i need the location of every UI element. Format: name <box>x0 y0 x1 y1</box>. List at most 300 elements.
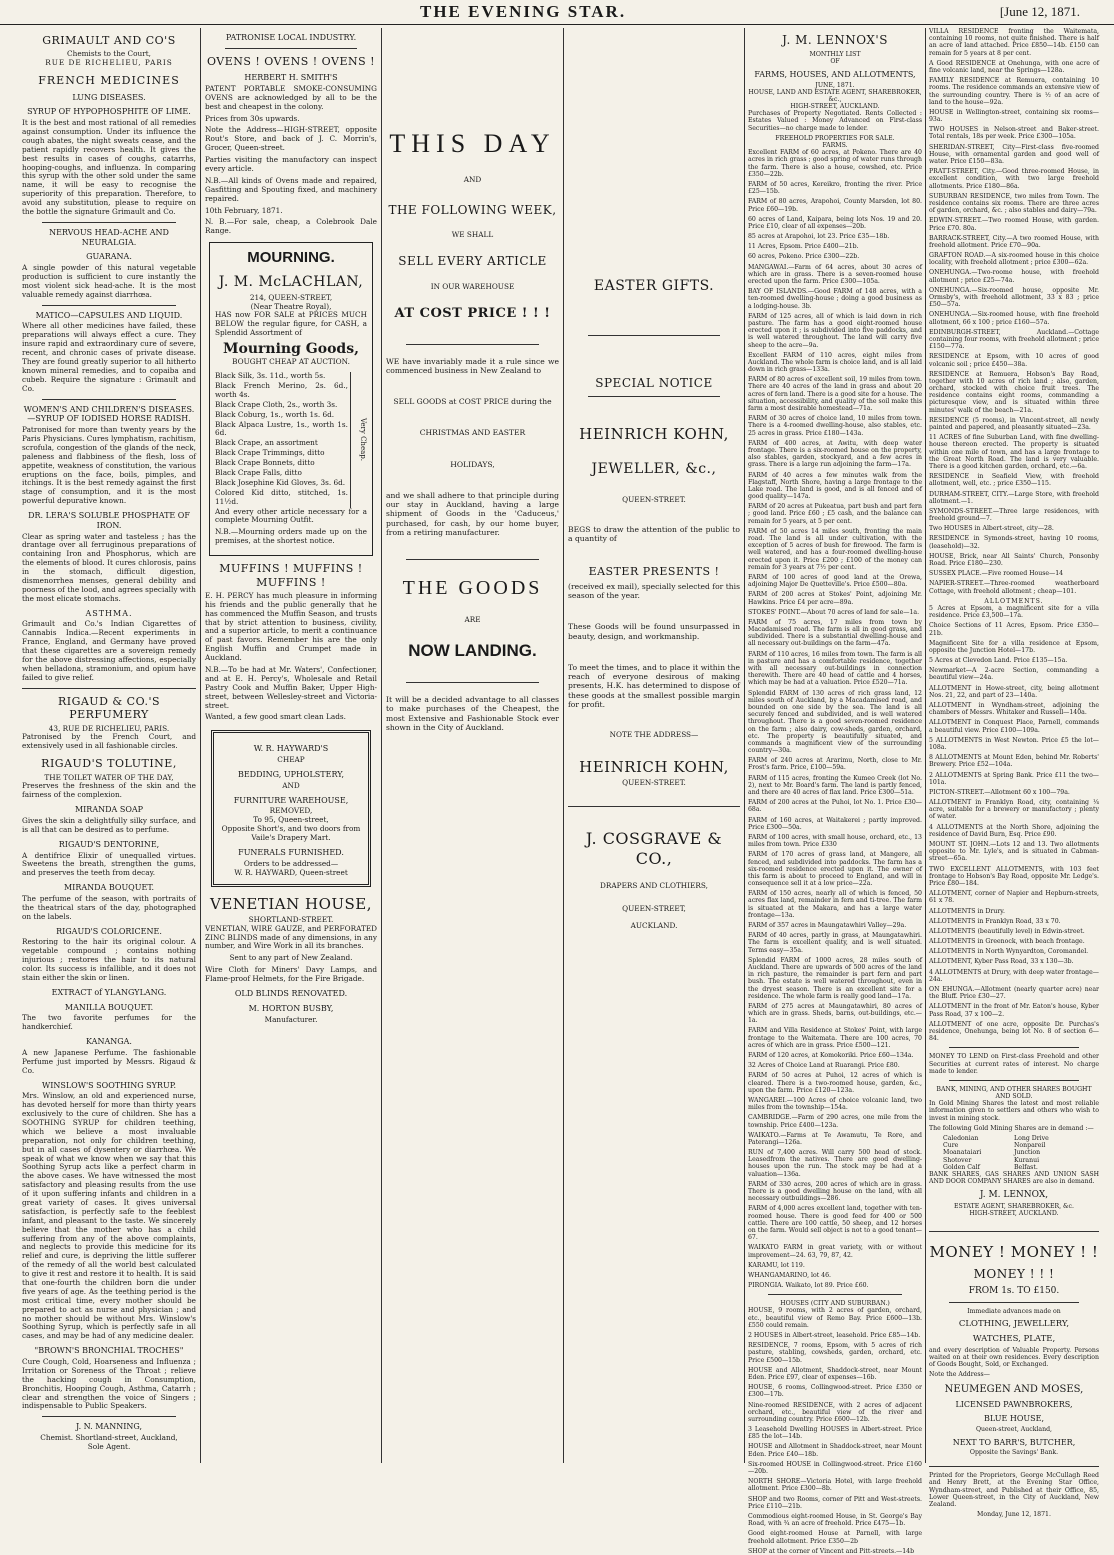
smith-text: PATENT PORTABLE SMOKE-CONSUMING OVENS are acknowledged by all to be the best and cheapest in the colony. <box>205 83 377 111</box>
list-item: EDINBURGH-STREET, Auckland.—Cottage containing four rooms, with freehold allotment ; price £150—77a. <box>929 328 1099 351</box>
list-item: HOUSE and Allotment, Shaddock-street, near Mount Eden. Price £97, clear of expenses—16b. <box>748 1366 922 1381</box>
list-item: ALLOTMENTS in Franklyn Road, 33 x 70. <box>929 917 1061 925</box>
asthma-heading: ASTHMA. <box>85 608 133 618</box>
smith-nb2: N. B.—For sale, cheap, a Colebrook Dale Range. <box>205 217 377 236</box>
list-item: FARM of 400 acres, at Awitu, with deep water frontage. There is a six-roomed house on the property, also stables, garden, stockyard, and a few acres in grass. There is a large run adjoining the farm—17a. <box>748 439 922 469</box>
neumegen-name: NEUMEGEN AND MOSES, <box>944 1383 1084 1395</box>
estate-street: HIGH-STREET, AUCKLAND. <box>969 1209 1059 1217</box>
list-item: ALLOTMENTS in Greenock, with beach frontage. <box>929 938 1085 946</box>
column-5 <box>748 28 922 1555</box>
allotment-list <box>929 605 1099 1042</box>
kohn-jeweller: JEWELLER, &c., <box>591 461 717 477</box>
list-item: Magnificent Site for a villa residence at Epsom, opposite the Junction Hotel—17b. <box>929 639 1099 654</box>
mourning-every: And every other article necessary for a complete Mourning Outfit. <box>215 506 367 525</box>
list-item: RESIDENCE at Remuera, Hobson's Bay Road, together with 10 acres of rich land ; also, garden, orchard, stocked with choice fruit trees. The residence contains eight rooms, commanding a picturesque view, and is situated within three minutes' walk of the beach—21a. <box>929 370 1099 414</box>
kohn-name-2: HEINRICH KOHN, <box>579 758 729 777</box>
cosgrave-drapers: DRAPERS AND CLOTHIERS, <box>600 881 708 891</box>
list-item: Black Crape Trimmings, ditto <box>215 448 325 458</box>
kohn-street: QUEEN-STREET. <box>622 495 686 505</box>
venetian-wire: Wire Cloth for Miners' Davy Lamps, and Flame-proof Helmets, for the Fire Brigade. <box>205 965 377 984</box>
we-shall: WE SHALL <box>451 230 494 240</box>
ovens-heading: OVENS ! OVENS ! OVENS ! <box>206 54 376 68</box>
very-cheap-label: Very Cheap. <box>350 372 367 507</box>
column-rule <box>925 28 926 1463</box>
list-item: VILLA RESIDENCE fronting the Waitemata, containing 10 rooms, not quite finished. There is half an acre of land attached. Price £850—14b. £150 can remain for 5 years at 8 per cent. <box>929 28 1099 57</box>
hayward-opposite: Opposite Short's, and two doors from Vaile's Drapery Mart. <box>221 824 361 843</box>
list-item: SHOP at the corner of Vincent and Pitt-streets.—14b <box>748 1547 915 1555</box>
bouquet-heading: MIRANDA BOUQUET. <box>63 883 155 893</box>
list-item: 85 acres at Arapohoi, lot 23. Price £35—18b. <box>748 233 890 241</box>
smith-nb: N.B.—All kinds of Ovens made and repaired, Gasfitting and Spouting fixed, and machinery repaired. <box>205 175 377 203</box>
list-item: PIRONGIA. Waikato, lot 89. Price £60. <box>748 1282 869 1290</box>
list-item: FARM of 80 acres of excellent soil, 19 miles from town. There are 40 acres of the land in grass and about 20 acres of fern land. There is a good site for a house. The situation, accessibility, and quality of the soil make this farm a most desirable homestead—71a. <box>748 376 922 413</box>
list-item: FARM of 275 acres at Maungatawhiri, 80 acres of which are in grass. Sheds, barns, out-buildings, etc.—1a. <box>748 1002 922 1025</box>
monthly-list: MONTHLY LIST <box>809 50 861 58</box>
list-item: Good eight-roomed House at Parnell, with large freehold allotment. Price £350—2b <box>748 1530 922 1545</box>
list-item: RESIDENCE in Symonds-street, having 10 rooms, (leasehold)—32. <box>929 535 1099 550</box>
list-item: Newmarket—A 2-acre Section, commanding a beautiful view—24a. <box>929 667 1099 682</box>
tolutine-heading: RIGAUD'S TOLUTINE, <box>41 757 177 771</box>
lennox-heading: J. M. LENNOX'S <box>782 33 888 47</box>
farm-list <box>748 149 922 1289</box>
cosgrave-name: J. COSGRAVE & CO., <box>585 829 723 868</box>
next-to-barrs: NEXT TO BARR'S, BUTCHER, <box>952 1437 1076 1447</box>
divider <box>768 1294 902 1295</box>
patronise-heading: PATRONISE LOCAL INDUSTRY. <box>225 33 357 42</box>
cost-p1: WE have invariably made it a rule since we commenced business in New Zealand to <box>386 356 559 375</box>
are-label: ARE <box>464 615 481 625</box>
now-landing: NOW LANDING. <box>408 641 537 661</box>
list-item: ALLOTMENT in Wyndham-street, adjoining the chambers of Messrs. Whitaker and Russell—140a. <box>929 702 1099 717</box>
busby-name: M. HORTON BUSBY, <box>248 1003 334 1013</box>
masthead <box>0 0 1114 25</box>
busby-title: Manufacturer. <box>264 1014 318 1024</box>
list-item: FARM of 100 acres of good land at the Orewa, adjoining Major De Quetteville's. Price £500—80a. <box>748 573 922 589</box>
troches-text: Cure Cough, Cold, Hoarseness and Influenza ; Irritation or Soreness of the Throat ; relieve the hacking cough in Consumption, Bronchitis, Hooping Cough, Asthma, Catarrh ; clear and strengthen the voice of Singers ; indispensable to Public Speakers. <box>22 1356 196 1411</box>
gold-mining-intro: The following Gold Mining Shares are in demand :— <box>929 1124 1094 1132</box>
rigaud-address: 43, RUE DE RICHELIEU, PARIS. <box>48 723 170 733</box>
syrup-heading: SYRUP OF HYPOPHOSPHITE OF LIME. <box>27 107 191 117</box>
asthma-text: Grimault and Co.'s Indian Cigarettes of Cannabis Indica.—Recent experiments in France, England, and Germany have proved that these cigarettes are a sovereign remedy for the above distressing affections, especially when belladona, stramonium, and opium have failed to give relief. <box>22 619 196 682</box>
houses-heading: HOUSES (CITY AND SUBURBAN.) <box>780 1300 890 1308</box>
list-item: Black Alpaca Lustre, 1s., worth 1s. 6d. <box>215 419 348 438</box>
column-6 <box>929 28 1099 1519</box>
list-item: PICTON-STREET.—Allotment 60 x 100—79a. <box>929 788 1070 796</box>
villa-list <box>929 28 1099 595</box>
list-date: JUNE, 1871. <box>815 81 855 89</box>
list-item: Splendid FARM of 130 acres of rich grass land, 12 miles south of Auckland, by a Macadamised road, and bounded on one side by the sea. The land is all securely fenced and subdivided, and is well watered throughout. There is a good seven-roomed residence on the farm ; also dairy, cow-sheds, garden, orchard, etc. The property is beautifully situated, and commands a magnificent view of the surrounding country—30a. <box>748 689 922 755</box>
of-label: OF <box>830 58 840 66</box>
shares-left <box>943 1135 1014 1171</box>
smith-address: Note the Address—HIGH-STREET, opposite Rout's Store, and back of J. C. Morrin's, Grocer, Queen-street. <box>205 125 377 153</box>
divider <box>588 335 720 336</box>
list-item: FARM of 4,000 acres excellent land, together with ten-roomed house. There is good feed for 400 or 500 cattle. There are 100 cattle, 50 sheep, and 12 horses on the farm. Would sell object is not to a good tenant—67. <box>748 1205 922 1242</box>
hayward-removed: REMOVED, <box>269 806 313 816</box>
list-item: FARM of 75 acres, 17 miles from town by Macadamised road. The farm is all in good grass, and subdivided. There is a substantial dwelling-house and all necessary out-buildings on the farm—47a. <box>748 618 922 648</box>
money-heading: MONEY ! MONEY ! ! <box>929 1243 1099 1262</box>
hayward-cheap: CHEAP <box>277 755 305 765</box>
list-item: 60 acres, Pokeno. Price £300—22b. <box>748 253 860 261</box>
venetian-text: VENETIAN, WIRE GAUZE, and PERFORATED ZINC BLINDS made of any dimensions, in any number, and Wire Work in all its branches. <box>205 923 377 951</box>
list-item: EDWIN-STREET.—Two roomed House, with garden. Price £70. 80a. <box>929 217 1099 232</box>
list-item: RUN of 7,400 acres. Will carry 500 head of stock. Leasedfrom the natives. There are good dwelling-houses upon the run. The stock may be had at a valuation—136a. <box>748 1149 922 1178</box>
meet-text: To meet the times, and to place it within the reach of everyone desirous of making presents, H.K. has determined to dispose of these goods at the smallest possible margin for profit. <box>568 662 740 709</box>
mourning-item-list <box>215 372 348 507</box>
list-item: 4 ALLOTMENTS at Drury, with deep water frontage—24a. <box>929 968 1099 983</box>
mclachlan-address: 214, QUEEN-STREET, <box>249 292 333 302</box>
money-range: FROM 1s. TO £150. <box>968 1286 1060 1297</box>
lera-text: Clear as spring water and tasteless ; has the drantage over all ferruginous preparations of containing Iron and Phosphorus, which are the elements of blood. It cures chlorosis, pains in the stomach, difficult digestion, dismenorrhea menses, general debility and poorness of the lood, and agrees specially with the most elicate stomachs. <box>22 531 196 603</box>
column-2 <box>205 28 377 1465</box>
list-item: ONEHUNGA.—Two-roome house, with freehold allotment ; price £25—74a. <box>929 269 1099 284</box>
venetian-street: SHORTLAND-STREET. <box>248 914 334 924</box>
list-item: NORTH SHORE—Victoria Hotel, with large freehold allotment. Price £300—8b. <box>748 1478 922 1493</box>
bank-shares-text: BANK SHARES, GAS SHARES AND UNION SASH AND DOOR COMPANY SHARES are also in demand. <box>929 1170 1099 1186</box>
manning-name: J. N. MANNING, <box>75 1422 143 1432</box>
farms-subheading: FARMS. <box>822 142 848 150</box>
winslow-heading: WINSLOW'S SOOTHING SYRUP. <box>41 1080 176 1090</box>
guarana-text: A single powder of this natural vegetable production is sufficient to cure instantly the most violent sick head-ache. It is the most valuable remedy against diarrhœa. <box>22 263 196 299</box>
list-item: ON EHUNGA.—Allotment (nearly quarter acre) near the Bluff. Price £30—27. <box>929 986 1099 1001</box>
received-text: (received ex mail), specially selected for this season of the year. <box>568 581 740 601</box>
list-item: WHANGAMARINO, lot 46. <box>748 1271 832 1279</box>
list-item: FARM of 160 acres, at Waitakerei ; partly improved. Price £300—50a. <box>748 816 922 831</box>
estate-agent: ESTATE AGENT, SHAREBROKER, &c. <box>953 1202 1074 1210</box>
blue-house: BLUE HOUSE, <box>983 1414 1045 1424</box>
bouquet-text: The perfume of the season, with portraits of the theatrical stars of the day, photographed on the labels. <box>22 893 196 921</box>
mclachlan-name: J. M. McLACHLAN, <box>218 273 364 290</box>
list-item: ALLOTMENT in Howe-street, city, being allotment Nos. 21, 22, and part of 23—140a. <box>929 684 1099 699</box>
list-item: 11 Acres, Epsom. Price £400—21b. <box>748 243 859 251</box>
column-1 <box>22 28 196 1465</box>
venetian-blinds: OLD BLINDS RENOVATED. <box>234 989 348 999</box>
list-item: Black Josephine Kid Gloves, 3s. 6d. <box>215 477 346 487</box>
rigaud-text: Patronised by the French Court, and extensively used in all fashionable circles. <box>22 732 196 751</box>
mourning-text: HAS now FOR SALE at PRICES MUCH BELOW the regular figure, for CASH, a Splendid Assortment of <box>215 310 367 338</box>
shares-table <box>929 1135 1099 1171</box>
easter-presents: EASTER PRESENTS ! <box>588 565 720 579</box>
kananga-text: A new Japanese Perfume. The fashionable Perfume just imported by Messrs. Rigaud & Co. <box>22 1047 196 1075</box>
advantage-text: It will be a decided advantage to all classes to make purchases of the Cheapest, the most Extensive and Fashionable Stock ever shown in the City of Auckland. <box>386 695 559 732</box>
coloricene-text: Restoring to the hair its original colour. A vegetable compound ; contains nothing injurious ; restores the hair to its natural color. Its success is infallible, and it does not stain either the skin or linen. <box>22 937 196 982</box>
share-name: Belfast. <box>1014 1163 1038 1171</box>
issue-date: [June 12, 1871. <box>999 4 1080 19</box>
women-heading: WOMEN'S AND CHILDREN'S DISEASES. —SYRUP OF IODISED HORSE RADISH. <box>23 404 195 424</box>
list-item: FARM of 20 acres at Pukeatua, part bush and part fern ; good land. Price £60 ; £5 cash, and the balance can remain for 5 years, at 5 per cent. <box>748 503 922 525</box>
list-item: 5 Acres at Clevedon Land. Price £135—15a. <box>929 657 1068 665</box>
list-item: Excellent FARM of 60 acres, at Pokeno. There are 40 acres in rich grass ; good spring of water runs through the farm. There is also a house, cowshed, etc. Price £350—22b. <box>748 149 922 178</box>
list-item: FARM of 200 acres at Stokes' Point, adjoining Mr. Hawkins. Price £4 per acre—89a. <box>748 591 922 606</box>
opposite-bank: Opposite the Savings' Bank. <box>969 1449 1059 1457</box>
list-item: ALLOTMENT in Franklyn Road, city, containing ¼ acre, suitable for a brewery or manufactory ; plenty of water. <box>929 799 1099 821</box>
list-item: DURHAM-STREET, CITY.—Large Store, with freehold allotment.—1. <box>929 490 1099 505</box>
imprint-date: Monday, June 12, 1871. <box>977 1511 1051 1519</box>
divider <box>42 222 176 223</box>
kohn-street-2: QUEEN-STREET. <box>622 778 686 788</box>
percy-text: E. H. PERCY has much pleasure in informing his friends and the public generally that he has commenced the Muffin Season, and trusts that by strict attention to business, civility, and a superior article, to merit a continuance of past favors. Remember his are the only English Muffin and Crumpet made in Auckland. <box>205 590 377 663</box>
list-item: Black Coburg, 1s., worth 1s. 6d. <box>215 409 335 419</box>
dentorine-text: A dentifrice Elixir of unequalled virtues. Sweetens the breath, strengthen the gums, and preserves the teeth from decay. <box>22 850 196 878</box>
list-item: Black Crape Bonnets, ditto <box>215 458 315 468</box>
women-text: Patronised for more than twenty years by the Paris Physicians. Cures lymphatism, rachitism, scrofula, congestion of the glands of the neck, paleness and flabbiness of the flesh, loss of appetite, weakness of constitution, the various eruptions on the face, boils, pimples, and itchings. It is the best remedy against the first stage of consumption, and it is the most powerful depurative known. <box>22 425 196 506</box>
list-item: FARM of 50 acres 14 miles south, fronting the main road. The land is all under cultivation, with the exception of 5 acres of bush for firewood. The farm is well watered, and has a four-roomed dwelling-house erected upon it. Price £200 ; £100 of the money can remain for 3 years at 7½ per cent. <box>748 527 922 571</box>
list-item: WAIKATO FARM in great variety, with or without improvement—24. 63, 79, 87, 42. <box>748 1244 922 1259</box>
hayward-signature: W. R. HAYWARD, Queen-street <box>234 867 348 877</box>
list-item: BARRACK-STREET, City.—A two roomed House, with freehold allotment. Price £70—90a. <box>929 234 1099 249</box>
divider <box>225 48 357 49</box>
list-item: HOUSE in Wellington-street, containing six rooms—93a. <box>929 108 1099 124</box>
list-item: 11 ACRES of fine Suburban Land, with fine dwelling-house thereon erected. The property is situated within one mile of town, and has a large frontage to the Great North Road. The land is very valuable. There is a good kitchen garden, orchard, etc.—6a. <box>929 434 1099 470</box>
smith-date: 10th February, 1871. <box>205 205 283 215</box>
list-item: PRATT-STREET, City.—Good three-roomed House, in excellent condition, with two large freehold allotments. Price £180—86a. <box>929 168 1099 190</box>
list-item: Black French Merino, 2s. 6d., worth 4s. <box>215 380 348 399</box>
winslow-text: Mrs. Winslow, an old and experienced nurse, has devoted herself for more than thirty years exclusively to the cure of children. She has a SOOTHING SYRUP for children teething, which we believe a most invaluable preparation, not only for children teething, but in all cases of dysentery or diarrhœa. We speak of what we know when we say that this Soothing Syrup acts like a perfect charm in the above cases. We have witnessed the most satisfactory and pleasing results from the use of it upon suffering infants and children in a great variety of cases. It gives universal satisfaction, is perfectly safe to the feeblest infant, and pleasant to the taste. We sincerely believe that the mother who has a child suffering from any of the above complaints, and neglects to provide this medicine for its relief and cure, is depriving the little sufferer of the remedy of all the world best calculated to give it rest and restore it to health. It is said that one-fourth the children born die under five years of age. As the teething period is the most critical time, every mother should be prepared to act as nurse and physician ; and no mother should be without Mrs. Winslow's Soothing Syrup, which is perfectly safe in all cases, and may be had of any medicine dealer. <box>22 1091 196 1341</box>
list-item: CAMBRIDGE.—Farm of 290 acres, one mile from the township. Price £400—123a. <box>748 1114 922 1129</box>
share-name: Nonpareil <box>1014 1142 1046 1150</box>
list-item: WANGAREI.—100 Acres of choice volcanic land, two miles from the township—154a. <box>748 1096 922 1112</box>
list-item: FARM of 357 acres in Maungatawhiri Valley—29a. <box>748 922 907 930</box>
list-item: 5 Acres at Epsom, a magnificent site for a villa residence. Price £3,500—17a. <box>929 604 1099 620</box>
column-rule <box>200 28 201 1463</box>
list-item: ALLOTMENTS in North Wynyardton, Coromandel. <box>929 948 1089 956</box>
sell-every: SELL EVERY ARTICLE <box>398 254 547 269</box>
hayward-and: AND <box>282 780 300 790</box>
list-item: Black Silk, 3s. 11d., worth 5s. <box>215 371 326 381</box>
lera-heading: DR. LERA'S SOLUBLE PHOSPHATE OF IRON. <box>28 511 190 530</box>
list-item: HOUSE, 6 rooms, Collingwood-street. Price £350 or £300—17b. <box>748 1384 922 1399</box>
list-item: 3 Leasehold Dwelling HOUSES in Albert-street. Price £85 the lot—14b. <box>748 1426 922 1441</box>
list-item: GRAFTON ROAD.—A six-roomed house in this choice locality, with freehold allotment ; price £300—62a. <box>929 252 1099 267</box>
syrup-text: It is the best and most rational of all remedies against consumption. Under its influence the cough abates, the night sweats cease, and the patient rapidly recovers health. It gives the best results in cases of coughs, catarrhs, hooping-coughs, and influenza. In comparing this syrup with the other sold under the same name, it will be easy to recognise the superiority of this preparation. Therefore, to avoid any substitution, please to require on the bottle the signature Grimault and Co. <box>22 118 196 216</box>
divider <box>22 688 196 689</box>
kananga-heading: KANANGA. <box>86 1037 132 1047</box>
column-rule <box>381 28 382 1463</box>
list-item: 32 Acres of Choice Land at Ruarangi. Price £80. <box>748 1062 900 1070</box>
divider <box>42 399 176 400</box>
list-item: FARM of 330 acres, 200 acres of which are in grass. There is a good dwelling house on the land, with all necessary outbuildings—286. <box>748 1180 922 1203</box>
list-item: TWO HOUSES in Nelson-street and Baker-street. Total rentals, 18s per week. Price £300—105a. <box>929 126 1099 141</box>
column-rule <box>744 28 745 1463</box>
licensed-pawnbrokers: LICENSED PAWNBROKERS, <box>955 1400 1073 1410</box>
divider <box>588 396 720 397</box>
coloricene-heading: RIGAUD'S COLORICENE. <box>56 926 162 936</box>
manning-agent: Sole Agent. <box>87 1441 131 1451</box>
lennox-agent: HOUSE, LAND AND ESTATE AGENT, SHAREBROKER, &c., <box>748 88 922 103</box>
list-item: FARM of 115 acres, fronting the Kumeo Creek (lot No. 2), next to Mr. Board's farm. The land is partly fenced, and there are 40 acres of flax land. Price £300—51a. <box>748 774 922 797</box>
share-name: Moanataiari <box>943 1149 982 1157</box>
clothing-line: CLOTHING, JEWELLERY, <box>958 1319 1070 1330</box>
freehold-heading: FREEHOLD PROPERTIES FOR SALE. <box>775 134 895 142</box>
french-medicines-heading: FRENCH MEDICINES <box>38 74 180 88</box>
hayward-ad <box>211 730 371 886</box>
list-item: TWO EXCELLENT ALLOTMENTS, with 103 feet frontage to Hobson's Bay Road, opposite Mr. Ledge's. Price £80—184. <box>929 865 1099 887</box>
list-item: Two HOUSES in Albert-street, city—28. <box>929 525 1054 533</box>
percy-wanted: Wanted, a few good smart clean Lads. <box>205 712 346 722</box>
hayward-bedding: BEDDING, UPHOLSTERY, <box>237 770 345 780</box>
in-warehouse: IN OUR WAREHOUSE <box>430 281 515 291</box>
miranda-text: Gives the skin a delightfully silky surface, and is all that can be desired as to perfume. <box>22 816 196 834</box>
grimault-subtitle: Chemists to the Court, <box>67 49 151 59</box>
lung-heading: LUNG DISEASES. <box>72 92 146 102</box>
list-item: FARM of 240 acres at Ararimu, North, close to Mr. Frost's farm. Price, £100—59a. <box>748 757 922 772</box>
purchases-text: Purchases of Property Negotiated. Rents Collected : Estates Valued : Money Advanced on First-class Securities—no charge made to lender. <box>748 110 922 132</box>
begs-text: BEGS to draw the attention of the public to a quantity of <box>568 524 740 544</box>
miranda-heading: MIRANDA SOAP <box>74 805 144 815</box>
list-item: HOUSE, Brick, near All Saints' Church, Ponsonby Road. Price £180—230. <box>929 552 1099 567</box>
bank-heading: BANK, MINING, AND OTHER SHARES BOUGHT AND SOLD. <box>936 1085 1092 1101</box>
smith-parties: Parties visiting the manufactory can inspect every article. <box>205 155 377 174</box>
goods-heading: THE GOODS <box>402 577 543 599</box>
divider <box>406 559 539 560</box>
hayward-furniture: FURNITURE WAREHOUSE, <box>233 795 349 805</box>
matico-heading: MATICO—CAPSULES AND LIQUID. <box>35 310 183 320</box>
list-item: BAY OF ISLANDS.—Good FARM of 148 acres, with a ten-roomed dwelling-house ; doing a good business as a lodging-house. 3b. <box>748 288 922 310</box>
grimault-address: RUE DE RICHELIEU, PARIS <box>45 58 173 68</box>
rigaud-heading: RIGAUD & CO.'S PERFUMERY <box>57 694 161 722</box>
lennox-street: HIGH-STREET, AUCKLAND. <box>790 103 880 111</box>
list-item: FARM of 100 acres, with small house, orchard, etc., 13 miles from town. Price £330 <box>748 833 922 849</box>
divider <box>42 305 176 306</box>
list-item: 5 ALLOTMENTS in West Newton. Price £5 the lot—108a. <box>929 736 1099 751</box>
divider <box>929 1231 1099 1232</box>
list-item: HOUSE and Allotment in Shaddock-street, near Mount Eden. Price £40—18b. <box>748 1443 922 1458</box>
nervous-heading: NERVOUS HEAD-ACHE AND NEURALGIA. <box>49 227 169 247</box>
kohn-name: HEINRICH KOHN, <box>579 424 729 443</box>
share-name: Cure <box>943 1142 959 1150</box>
list-item: 2 HOUSES in Albert-street, leasehold. Price £85—14b. <box>748 1332 921 1340</box>
list-item: ONEHUNGA.—Six-roomed house, with fine freehold allotment, 66 x 100 ; price £160—57a. <box>929 311 1099 326</box>
list-item: 8 ALLOTMENTS at Mount Eden, behind Mr. Roberts' Brewery. Price £52—104a. <box>929 754 1099 769</box>
list-item: KARAMU, lot 119. <box>748 1261 805 1269</box>
smith-heading: HERBERT H. SMITH'S <box>244 73 338 83</box>
mourning-auction: BOUGHT CHEAP AT AUCTION. <box>232 357 350 367</box>
tolutine-subtitle: THE TOILET WATER OF THE DAY, <box>44 772 174 782</box>
divider <box>406 682 539 683</box>
special-notice: SPECIAL NOTICE <box>595 376 713 391</box>
list-item: Colored Kid ditto, stitched, 1s. 11½d. <box>215 487 348 506</box>
divider <box>949 1080 1079 1081</box>
dentorine-heading: RIGAUD'S DENTORINE, <box>58 839 160 849</box>
and-label: AND <box>463 174 482 184</box>
share-name: Caledonian <box>943 1135 979 1142</box>
shares-right <box>1014 1135 1085 1171</box>
lennox-signature: J. M. LENNOX, <box>979 1190 1049 1201</box>
list-item: 4 ALLOTMENTS at the North Shore, adjoining the residence of David Burn, Esq. Price £90. <box>929 823 1099 838</box>
advances-text: Immediate advances made on <box>967 1307 1061 1315</box>
list-item: ALLOTMENTS in Drury. <box>929 907 1005 915</box>
mclachlan-near: (Near Theatre Royal), <box>250 301 332 311</box>
list-item: Choice Sections of 11 Acres, Epsom. Price £350—21b. <box>929 622 1099 637</box>
divider <box>929 1466 1099 1467</box>
list-item: 2 ALLOTMENTS at Spring Bank. Price £11 the two—101a. <box>929 771 1099 786</box>
list-item: HOUSE, 9 rooms, with 2 acres of garden, orchard, etc., beautiful view of Remo Bay. Price £600—13b. £550 could remain. <box>748 1307 922 1329</box>
grimault-heading: GRIMAULT AND CO'S <box>42 34 176 47</box>
list-item: SUSSEX PLACE.—Five roomed House—14 <box>929 570 1064 578</box>
list-item: A Good RESIDENCE at Onehunga, with one acre of fine volcanic land, near the Springs—128a. <box>929 59 1099 74</box>
column-4 <box>568 28 740 1465</box>
list-item: FARM and Villa Residence at Stokes' Point, with large frontage to the Waitemata. There are 100 acres, 70 acres of which are in grass. Price £500—121. <box>748 1027 922 1049</box>
list-item: FARM of 40 acres, partly in grass, at Maungatawhiri. The farm is excellent quality, and is well situated. Terms easy—35a. <box>748 932 922 954</box>
cost-p2: SELL GOODS at COST PRICE during the <box>393 397 552 406</box>
list-item: Commodious eight-roomed House, in St. George's Bay Road, with ¾ an acre of freehold. Price £475—1b. <box>748 1512 922 1528</box>
share-name: Long Drive <box>1014 1135 1049 1142</box>
money-heading-2: MONEY ! ! ! <box>973 1266 1055 1281</box>
cost-p4: HOLIDAYS, <box>450 459 495 469</box>
list-item: ALLOTMENTS (beautifully level) in Edwin-street. <box>929 927 1085 935</box>
hayward-to: To 95, Queen-street, <box>253 815 329 825</box>
cost-price: AT COST PRICE ! ! ! <box>394 305 551 321</box>
mourning-items <box>215 372 367 507</box>
tolutine-text: Preserves the freshness of the skin and the fairness of the complexion. <box>22 781 196 800</box>
list-item: FAMILY RESIDENCE at Remuera, containing 10 rooms. The residence commands an extensive view of the surrounding country. There is ½ of an acre of land to the house—92a. <box>929 77 1099 106</box>
list-item: Black Crape Cloth, 2s., worth 3s. <box>215 399 338 409</box>
easter-gifts-heading: EASTER GIFTS. <box>593 278 715 294</box>
list-item: Excellent FARM of 110 acres, eight miles from Auckland. The whole farm is choice land, and is all laid down in rich grass—133a. <box>748 351 922 374</box>
list-item: FARM of 30 acres of choice land, 10 miles from town. There is a 4-roomed dwelling-house, also stables, etc. 25 acres in grass. Price £180—143a. <box>748 415 922 437</box>
watches-line: WATCHES, PLATE, <box>972 1333 1056 1344</box>
venetian-heading: VENETIAN HOUSE, <box>209 894 373 913</box>
cost-p5: and we shall adhere to that principle during our stay in Auckland, having a large shipment of Goods in the 'Caduceus,' purchased, for cash, by our home buyer, from a retiring manufacturer. <box>386 490 559 537</box>
note-address: NOTE THE ADDRESS— <box>609 730 699 740</box>
list-item: Nine-roomed RESIDENCE, with 2 acres of adjacent orchard, etc., beautiful view of the river and surrounding country. Price £600—12b. <box>748 1401 922 1423</box>
divider <box>568 806 740 807</box>
troches-heading: "BROWN'S BRONCHIAL TROCHES" <box>34 1346 184 1356</box>
list-item: Splendid FARM of 1000 acres, 28 miles south of Auckland. There are upwards of 500 acres of the land in rich pasture, the remainder is part fern and part bush. The estate is well watered throughout, even in the dryest season. There is an excellent site for a residence. The whole farm is really good land—17a. <box>748 956 922 1000</box>
money-lend-text: MONEY TO LEND on First-class Freehold and other Securities at current rates of interest. No charge made to lender. <box>929 1053 1099 1075</box>
list-item: RESIDENCE in Seafield View, with freehold allotment, well, etc. ; price £350—115. <box>929 473 1099 488</box>
list-item: SYMONDS-STREET.—Three large residences, with freehold ground—7. <box>929 507 1099 523</box>
list-item: RESIDENCE, 7 rooms, Epsom, with 5 acres of rich pasture, stabling, cowsheds, garden, orchard, etc. Price £500—15b. <box>748 1342 922 1364</box>
share-name: Golden Calf <box>943 1163 980 1171</box>
mourning-goods: Mourning Goods, <box>223 341 359 358</box>
printed-imprint: Printed for the Proprietors, George McCullagh Reed and Henry Brett, at the Evening Star Office, Wyndham-street, and Published at their Office, 85, Lower Queen-street, in the City of Auckland, New Zealand. <box>929 1472 1099 1509</box>
list-item: FARM of 50 acres at Puhoi, 12 acres of which is cleared. There is a two-roomed house, garden, &c., upon the farm. Price £120—123a. <box>748 1072 922 1094</box>
list-item: ALLOTMENT in Conquest Place, Parnell, commands a beautiful view. Price £100—109a. <box>929 719 1099 734</box>
share-name: Kuranui <box>1014 1156 1040 1164</box>
list-item: Six-roomed HOUSE in Collingwood-street. Price £160—20b. <box>748 1460 922 1476</box>
list-item: FARM of 50 acres, Kereikro, fronting the river. Price £25—15b. <box>748 180 922 196</box>
pawn-street: Queen-street, Auckland, <box>975 1425 1053 1433</box>
list-item: ALLOTMENT of one acre, opposite Dr. Purchas's residence, Onehunga, being lot No. 8 of section 6—84. <box>929 1020 1099 1043</box>
percy-nb: N.B.—To be had at Mr. Waters', Confectioner, and at E. H. Percy's, Wholesale and Retail Pastry Cook and Muffin Baker, Upper High-street, between Wellesley-street and Victoria-street. <box>205 665 377 710</box>
list-item: SUBURBAN RESIDENCE, two miles from Town. The residence contains six rooms. There are three acres of garden, orchard, &c. ; also stables and dairy—79a. <box>929 192 1099 215</box>
list-item: FARM of 110 acres, 16 miles from town. The farm is all in pasture and has a comfortable residence, together with all necessary out-buildings in connection therewith. There are 40 head of cattle and 4 horses, which may be had at a valuation. Price £520—71a. <box>748 650 922 687</box>
manning-address: Chemist. Shortland-street, Auckland, <box>40 1433 178 1443</box>
list-item: WAIKATO.—Farms at Te Awamutu, Te Rore, and Paterangi—126a. <box>748 1131 922 1146</box>
share-name: Shotover <box>943 1156 972 1164</box>
hayward-name: W. R. HAYWARD'S <box>253 744 329 754</box>
mourning-heading: MOURNING. <box>247 249 335 267</box>
matico-text: Where all other medicines have failed, these preparations will always effect a cure. They insure rapid and extraordinary cure of severe, recent, and chronic cases of private disease. They are found greatly superior to all hitherto known mineral remedies, and to copaiba and cubeb. Require the signature : Grimault and Co. <box>22 321 196 393</box>
list-item: FARM of 40 acres a few minutes walk from the Flagstaff, North Shore, having a large frontage to the Lake road. The land is good, and is all fenced and of good quality—147a. <box>748 471 922 501</box>
list-item: FARM of 125 acres, all of which is laid down in rich pasture. The farm has a good eight-roomed house erected upon it ; is subdivided into five paddocks, and is well watered throughout. The land will carry five sheep to the acre—9a. <box>748 312 922 349</box>
manilla-heading: MANILLA BOUQUET. <box>64 1002 154 1012</box>
list-item: NAPIER-STREET.—Three-roomed weatherboard Cottage, with freehold allotment ; cheap—101. <box>929 580 1099 595</box>
list-item: ALLOTMENT, Kyber Pass Road, 33 x 130—3b. <box>929 958 1074 966</box>
list-item: FARM of 120 acres, at Komokoriki. Price £60—134a. <box>748 1052 914 1060</box>
column-3 <box>386 28 559 1465</box>
list-item: FARM of 170 acres of grass land, at Mangere, all fenced, and subdivided into paddocks. The farm has a six-roomed residence erected upon it. The owner of this farm is about to proceed to England, and will in consequence sell it at a low price—22a. <box>748 851 922 888</box>
list-item: RESIDENCE at Epsom, with 10 acres of good volcanic soil ; price £450—38a. <box>929 353 1099 368</box>
every-text: and every description of Valuable Property. Persons waited on at their own residences. Every description of Goods Bought, Sold, or Exchanged. <box>929 1346 1099 1369</box>
list-item: STOKES' POINT.—About 70 acres of land for sale—1a. <box>748 608 920 616</box>
list-item: MOUNT ST. JOHN.—Lots 12 and 13. Two allotments opposite to Mr. Lyle's, and is situated in Cabman-street—65a. <box>929 841 1099 863</box>
list-item: FARM of 200 acres at the Puhoi, lot No. 1. Price £30—68a. <box>748 799 922 814</box>
mourning-nb: N.B.—Mourning orders made up on the premises, at the shortest notice. <box>215 527 367 546</box>
list-item: Black Crape Falls, ditto <box>215 467 302 477</box>
mourning-ad <box>209 242 373 556</box>
column-rule <box>563 28 564 1463</box>
